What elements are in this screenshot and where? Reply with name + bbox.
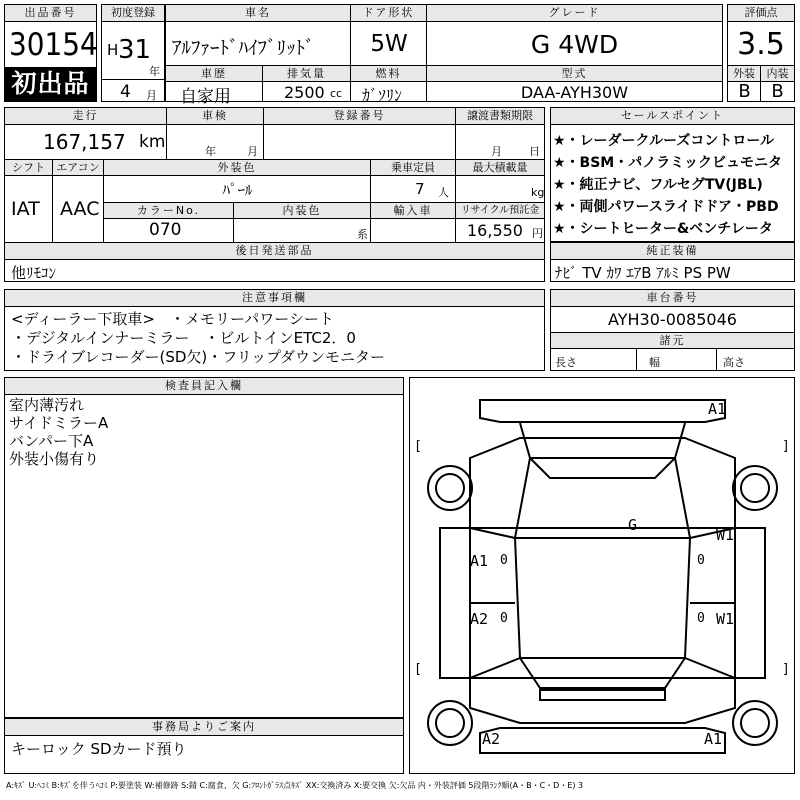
office-notice: キーロック SDカード預り: [11, 740, 187, 758]
sales-point: ★・BSM・パノラミックビュモニタ: [553, 155, 782, 171]
car-name: ｱﾙﾌｧｰﾄﾞﾊｲﾌﾞﾘｯﾄﾞ: [172, 37, 315, 59]
width-label: 幅: [649, 356, 660, 369]
inspection-label: 車検: [167, 108, 264, 125]
first-registration-box: [101, 4, 165, 102]
chassis-label: 車台番号: [551, 290, 794, 307]
genuine-equipment-label: 純正装備: [551, 243, 794, 260]
notes-line: ・ドライブレコーダー(SD欠)・フリップダウンモニター: [11, 348, 386, 366]
inspection-month-unit: 月: [247, 145, 258, 158]
year-unit: 年: [149, 65, 160, 78]
recycle-fee: 16,550: [467, 221, 523, 240]
interior-color-unit: 系: [357, 228, 368, 241]
zero-mark: 0: [500, 553, 508, 568]
lot-number-box: [4, 4, 97, 102]
vehicle-main-box: [165, 4, 723, 107]
shift-type: IAT: [11, 198, 40, 220]
shift-label: シフト: [5, 159, 53, 176]
mileage-label: 走行: [5, 108, 167, 125]
legend: A:ｷｽﾞ U:ﾍｺﾐ B:ｷｽﾞを伴うﾍｺﾐ P:要塗装 W:補修跡 S:錆 C:腐食、欠 G:ﾌﾛﾝﾄｶﾞﾗｽ点ｷｽﾞ XX:交換済み X:要交換 欠:欠品 内・外装評価 5段階ﾗﾝｸ順(A・B・C・D・E) 3: [6, 781, 584, 790]
mark-left-rear: A2: [470, 610, 489, 628]
registration-label: 登録番号: [264, 108, 456, 125]
displacement-label: 排気量: [263, 65, 351, 82]
mileage: 167,157: [43, 130, 126, 154]
bracket-left: [: [414, 439, 422, 454]
model-label: 型式: [427, 65, 722, 82]
inspector-line: 外装小傷有り: [9, 450, 100, 468]
later-parts-box: [4, 242, 545, 282]
specs-label: 諸元: [551, 332, 794, 349]
inspector-line: バンパー下A: [9, 432, 94, 450]
overall-score: 3.5: [737, 27, 785, 62]
chassis-box: [550, 289, 795, 371]
mark-rear-right: A1: [704, 730, 723, 748]
grade-label: グレード: [427, 5, 722, 22]
inspector-box: [4, 377, 404, 718]
details-box: [4, 107, 545, 243]
inspector-label: 検査員記入欄: [5, 378, 403, 395]
era: H: [107, 41, 119, 59]
capacity: 7: [415, 180, 425, 198]
inspector-line: サイドミラーA: [9, 414, 109, 432]
history-label: 車歴: [166, 65, 263, 82]
exterior-color: ﾊﾟｰﾙ: [222, 181, 253, 199]
month-unit: 月: [146, 89, 157, 102]
interior-score: B: [771, 81, 784, 102]
lot-number-label: 出品番号: [5, 5, 96, 22]
recycle-unit: 円: [532, 227, 543, 240]
max-load-label: 最大積載量: [456, 159, 544, 176]
chassis-number: AYH30-0085046: [608, 310, 737, 329]
displacement: 2500: [284, 83, 325, 102]
notes-label: 注意事項欄: [5, 290, 544, 307]
interior-score-label: 内装: [761, 65, 794, 82]
score-box: [727, 4, 795, 102]
notes-box: [4, 289, 545, 371]
sales-point: ★・両側パワースライドドア・PBD: [553, 199, 779, 215]
car-name-label: 車名: [166, 5, 351, 22]
doors-label: ドア形状: [351, 5, 427, 22]
mark-right-front: W1: [716, 526, 735, 544]
mark-right-rear: W1: [716, 610, 735, 628]
zero-mark: 0: [500, 611, 508, 626]
mark-glass: G: [628, 516, 638, 534]
later-parts-value: 他ﾘﾓｺﾝ: [11, 264, 57, 282]
bracket-right: ]: [782, 439, 790, 454]
car-diagram: [409, 377, 795, 774]
sales-points-label: セールスポイント: [551, 108, 794, 125]
height-label: 高さ: [723, 356, 745, 369]
mark-left-front: A1: [470, 552, 489, 570]
bracket-right: ]: [782, 662, 790, 677]
later-parts-label: 後日発送部品: [5, 243, 544, 260]
score-label: 評価点: [728, 5, 794, 22]
vehicle-history: 自家用: [180, 87, 231, 107]
mark-front: A1: [708, 400, 727, 418]
transfer-label: 譲渡書類期限: [456, 108, 544, 125]
grade: G 4WD: [530, 30, 619, 59]
first-registration-label: 初度登録: [102, 5, 164, 22]
mileage-unit: km: [139, 132, 166, 152]
capacity-unit: 人: [438, 186, 449, 199]
office-label: 事務局よりご案内: [5, 719, 403, 736]
transfer-month-unit: 月: [491, 145, 502, 158]
office-box: [4, 718, 404, 774]
exterior-score-label: 外装: [728, 65, 761, 82]
first-listing-badge: 初出品: [5, 67, 96, 101]
fuel-label: 燃料: [351, 65, 427, 82]
model-code: DAA-AYH30W: [520, 83, 629, 102]
interior-color-label: 内装色: [234, 202, 371, 219]
exterior-color-label: 外装色: [104, 159, 371, 176]
inspector-line: 室内薄汚れ: [9, 396, 85, 414]
door-type: 5W: [370, 31, 408, 57]
import-label: 輸入車: [371, 202, 456, 219]
aircon-type: AAC: [60, 198, 100, 220]
genuine-equipment-box: [550, 242, 795, 282]
reg-month: 4: [120, 82, 131, 102]
length-label: 長さ: [555, 356, 577, 369]
recycle-label: リサイクル預託金: [456, 202, 544, 219]
max-load-unit: kg: [531, 186, 545, 199]
color-number: 070: [149, 220, 182, 240]
displacement-unit: cc: [330, 87, 343, 100]
inspection-year-unit: 年: [205, 145, 216, 158]
fuel-type: ｶﾞｿﾘﾝ: [362, 86, 403, 105]
inspector-notes: [9, 396, 108, 468]
color-no-label: カラーNo.: [104, 202, 234, 219]
notes-text: [11, 310, 385, 367]
zero-mark: 0: [697, 611, 705, 626]
reg-year: 31: [118, 35, 152, 65]
sales-point: ★・純正ナビ、フルセグTV(JBL): [553, 177, 763, 193]
lot-number: 30154: [9, 27, 98, 63]
transfer-day-unit: 日: [529, 145, 540, 158]
aircon-label: エアコン: [53, 159, 104, 176]
car-diagram-svg: [410, 378, 794, 773]
notes-line: <ディーラー下取車> ・メモリーパワーシート: [11, 310, 334, 328]
sales-points-list: [553, 130, 782, 240]
sales-point: ★・シートヒーター&ベンチレータ: [553, 221, 773, 237]
sales-points-box: [550, 107, 795, 242]
sales-point: ★・レーダークルーズコントロール: [553, 133, 775, 149]
zero-mark: 0: [697, 553, 705, 568]
notes-line: ・デジタルインナーミラー ・ビルトインETC2．0: [11, 329, 356, 347]
genuine-equipment: ﾅﾋﾞ TV ｶﾜ ｴｱB ｱﾙﾐ PS PW: [555, 264, 731, 282]
mark-rear-left: A2: [482, 730, 501, 748]
capacity-label: 乗車定員: [371, 159, 456, 176]
exterior-score: B: [738, 81, 751, 102]
bracket-left: [: [414, 662, 422, 677]
